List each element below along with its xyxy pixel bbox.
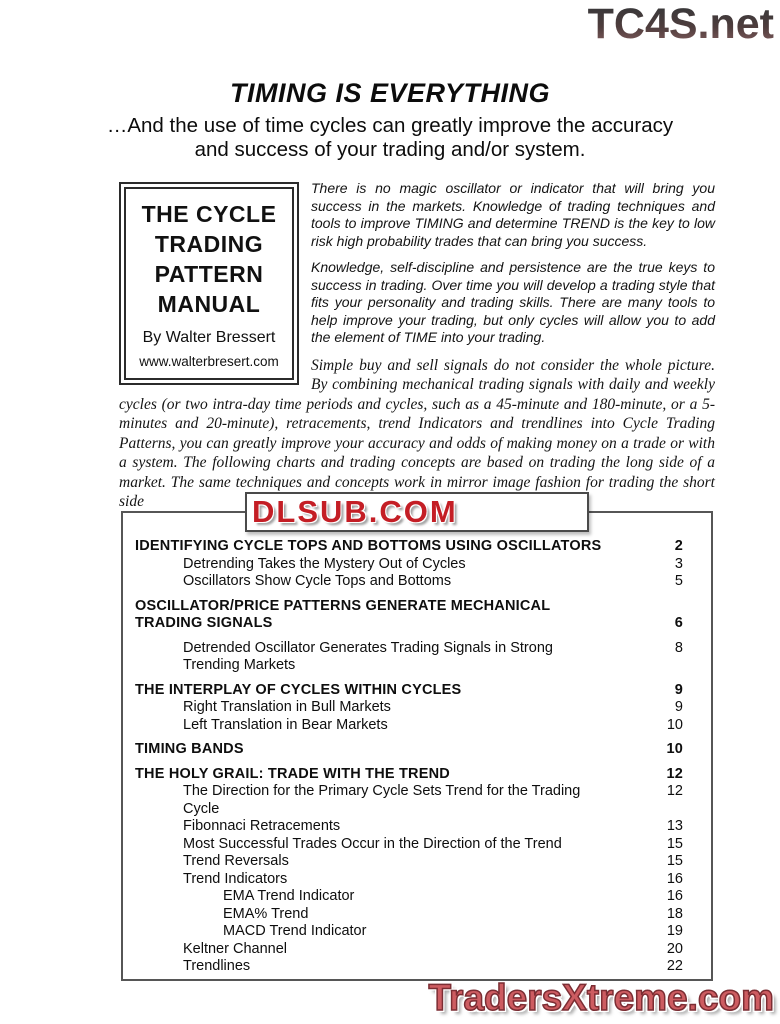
toc-page-number: 10	[666, 716, 683, 733]
toc-item-label: Right Translation in Bull Markets	[183, 699, 391, 715]
toc-page-number: 3	[674, 555, 683, 572]
toc-item-label: Oscillators Show Cycle Tops and Bottoms	[183, 573, 452, 589]
toc-item-label: OSCILLATOR/PRICE PATTERNS GENERATE MECHANICAL TRADING SIGNALS	[135, 597, 551, 631]
toc-row	[135, 888, 683, 906]
table-of-contents-box	[121, 494, 713, 981]
manual-title-line: THE CYCLE	[141, 201, 277, 227]
tradersxtreme-logo[interactable]: TradersXtreme.com	[428, 977, 774, 1018]
page-title: TIMING IS EVERYTHING	[229, 78, 551, 108]
toc-page-number: 18	[666, 905, 683, 922]
toc-page-number: 12	[666, 783, 683, 799]
toc-row	[135, 766, 683, 784]
toc-row	[135, 836, 683, 854]
toc-page-number: 15	[666, 835, 683, 852]
intro-paragraph-3: Simple buy and sell signals do not consider the whole picture. By combining mechanical trading signals with daily and weekly cycles (or two intra-day time periods and cycles, such as a 45-minute and 180-minute, or a 5-minutes and 20-minute), retracements, trend Indicators and trendlines into Cycle Trading Patterns, you can greatly improve your accuracy and odds of making money on a trade or with a system. The following charts and trading concepts are based on trading the long side of a market. The same techniques and concepts work in mirror image fashion for trading the short side	[119, 356, 715, 510]
toc-item-label: THE HOLY GRAIL: TRADE WITH THE TREND	[135, 765, 450, 782]
toc-page-number: 12	[666, 765, 683, 782]
toc-item-label: MACD Trend Indicator	[223, 923, 367, 939]
toc-row	[135, 818, 683, 836]
toc-page-number: 20	[666, 940, 683, 957]
toc-page-number: 13	[666, 818, 683, 834]
toc-page-number: 10	[666, 741, 683, 757]
toc-row	[135, 682, 683, 700]
toc-page-number: 9	[674, 681, 683, 698]
subtitle-line-2: and success of your trading and/or system.	[194, 138, 586, 161]
toc-item-label: EMA Trend Indicator	[223, 888, 355, 904]
toc-page-number: 5	[674, 573, 683, 589]
intro-paragraph-2: Knowledge, self-discipline and persistence are the true keys to success in trading. Over time you will develop a trading style that fits your personality and trading skills. There are many tools to help improve your trading, but only cycles will allow you to add the element of TIME into your trading.	[311, 259, 715, 345]
toc-page-number: 9	[674, 699, 683, 715]
intro-paragraph-1: There is no magic oscillator or indicator that will bring you success in the markets. Knowledge of trading techniques and tools to improve TIMING and determine TREND is the key to low risk high probability trades that can bring you success.	[311, 180, 715, 249]
toc-row	[135, 853, 683, 871]
toc-item-label: Most Successful Trades Occur in the Direction of the Trend	[183, 835, 562, 852]
manual-title-line: PATTERN	[154, 261, 264, 287]
manual-title-line: TRADING	[154, 231, 264, 257]
toc-page-number: 16	[666, 870, 683, 887]
toc-page-number: 15	[666, 853, 683, 869]
toc-item-label: Trend Indicators	[183, 870, 288, 887]
toc-row	[135, 783, 683, 818]
toc-item-label: THE INTERPLAY OF CYCLES WITHIN CYCLES	[135, 681, 462, 698]
manual-website-url: www.walterbresert.com	[139, 354, 279, 369]
dlsub-banner[interactable]	[245, 492, 589, 532]
toc-row	[135, 941, 683, 959]
dlsub-logo[interactable]: DLSUB.COM	[252, 494, 458, 529]
toc-row	[135, 556, 683, 574]
toc-item-label: IDENTIFYING CYCLE TOPS AND BOTTOMS USING OSCILLATORS	[135, 538, 602, 554]
toc-page-number: 16	[666, 888, 683, 904]
toc-row	[135, 699, 683, 717]
toc-row	[135, 538, 683, 556]
toc-page-number: 6	[674, 615, 683, 631]
toc-page-number: 19	[666, 923, 683, 939]
toc-item-label: Fibonnaci Retracements	[183, 818, 341, 834]
subtitle-line-1: …And the use of time cycles can greatly improve the accuracy	[106, 114, 674, 137]
toc-page-number: 22	[666, 958, 683, 974]
toc-item-label: Trend Reversals	[183, 853, 289, 869]
toc-row	[135, 923, 683, 941]
toc-page-number: 2	[674, 538, 683, 554]
toc-item-label: Keltner Channel	[183, 940, 287, 957]
manual-author: By Walter Bressert	[142, 329, 276, 346]
toc-row	[135, 573, 683, 591]
manual-title-line: MANUAL	[157, 291, 261, 317]
toc-item-label: Trendlines	[183, 958, 251, 974]
intro-section	[119, 180, 715, 512]
tc4s-logo[interactable]: TC4S.net	[587, 0, 774, 48]
toc-item-label: Detrended Oscillator Generates Trading Signals in Strong Trending Markets	[183, 639, 553, 673]
toc-item-label: TIMING BANDS	[135, 741, 244, 757]
toc-item-label: The Direction for the Primary Cycle Sets Trend for the Trading Cycle	[183, 783, 581, 817]
toc-row	[135, 958, 683, 976]
toc-row	[135, 906, 683, 924]
toc-row	[135, 598, 683, 633]
manual-title-box	[119, 182, 299, 385]
toc-row	[135, 717, 683, 735]
toc-row	[135, 640, 683, 675]
manual-title-box-inner	[124, 187, 294, 380]
toc-item-label: Detrending Takes the Mystery Out of Cycles	[183, 555, 466, 572]
toc-row	[135, 741, 683, 759]
toc-item-label: Left Translation in Bear Markets	[183, 716, 388, 733]
toc-row	[135, 871, 683, 889]
page-subtitle	[0, 114, 780, 162]
toc-page-number: 8	[674, 639, 683, 656]
toc-item-label: EMA% Trend	[223, 905, 309, 922]
